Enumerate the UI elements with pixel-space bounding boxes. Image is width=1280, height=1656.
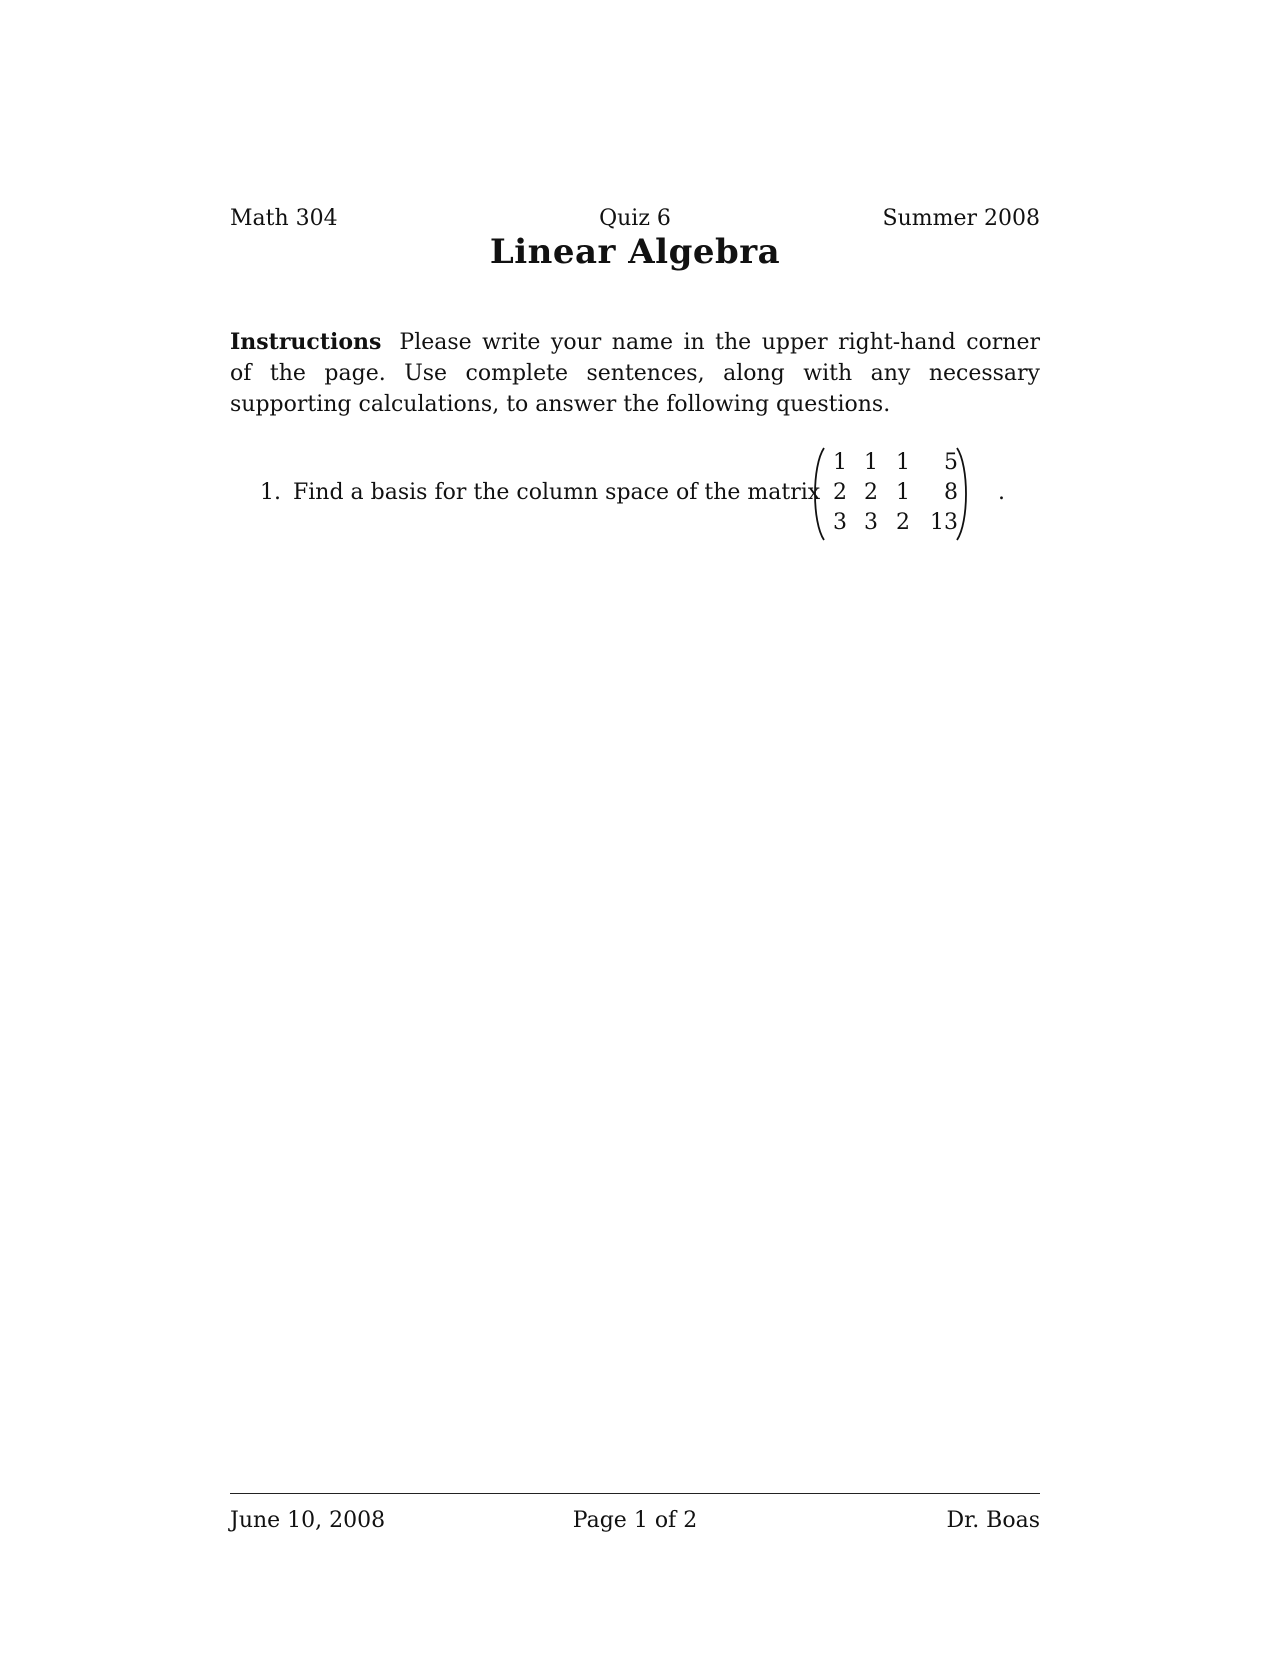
matrix-cell: 1	[833, 450, 847, 475]
question-1	[230, 446, 1040, 542]
matrix	[808, 446, 988, 542]
instructions-paragraph	[230, 327, 1040, 420]
page-title: Linear Algebra	[489, 232, 781, 272]
quiz-label: Quiz 6	[599, 206, 671, 231]
question-text: Find a basis for the column space of the matrix	[293, 480, 821, 505]
matrix-cell: 1	[864, 450, 878, 475]
matrix-cell: 13	[930, 510, 958, 535]
matrix-cell: 8	[944, 480, 958, 505]
instructions-text: Please write your name in the upper right-hand corner of the page. Use complete sentences, along with any necessary supporting calculations, to answer the following questions.	[230, 330, 1040, 417]
matrix-cell: 1	[896, 480, 910, 505]
instructions-label: Instructions	[230, 329, 382, 355]
matrix-grid	[826, 448, 958, 538]
matrix-cell: 3	[833, 510, 847, 535]
footer-divider	[230, 1493, 1040, 1494]
right-parenthesis	[953, 446, 973, 542]
matrix-cell: 2	[896, 510, 910, 535]
left-parenthesis	[808, 446, 828, 542]
matrix-cell: 3	[864, 510, 878, 535]
footer-author: Dr. Boas	[946, 1508, 1040, 1533]
term-label: Summer 2008	[882, 206, 1040, 231]
question-end-punctuation: .	[998, 480, 1005, 505]
matrix-cell: 1	[896, 450, 910, 475]
course-label: Math 304	[230, 206, 338, 231]
footer-page-number: Page 1 of 2	[572, 1508, 698, 1533]
matrix-cell: 2	[833, 480, 847, 505]
question-number: 1.	[260, 480, 281, 505]
matrix-cell: 5	[944, 450, 958, 475]
matrix-cell: 2	[864, 480, 878, 505]
page-footer	[230, 1508, 1040, 1538]
footer-date: June 10, 2008	[230, 1508, 386, 1533]
